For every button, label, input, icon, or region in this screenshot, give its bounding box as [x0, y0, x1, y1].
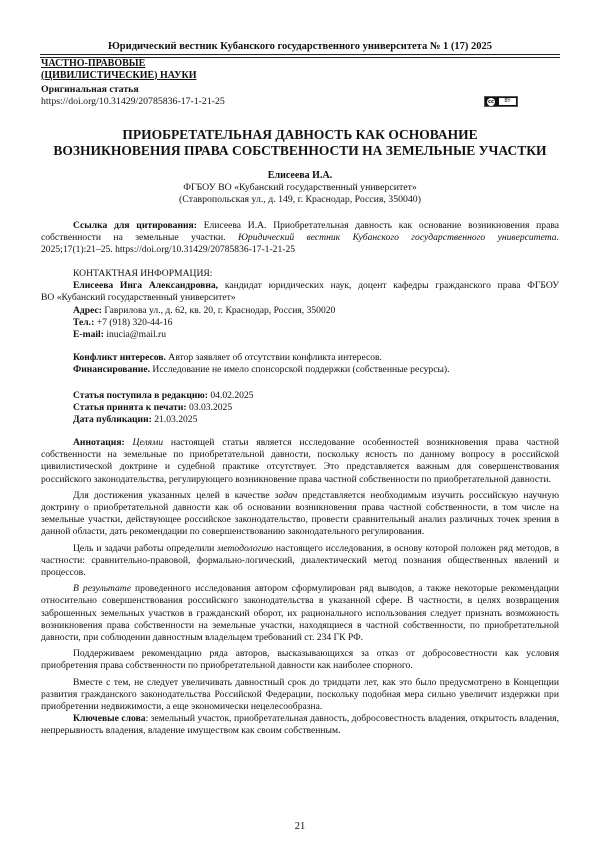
page-number: 21	[294, 821, 306, 832]
affiliation-line: ФГБОУ ВО «Кубанский государственный университет»	[183, 182, 417, 193]
abstract-paragraph	[41, 583, 559, 644]
keywords-paragraph	[41, 713, 559, 737]
published-line	[73, 414, 254, 426]
abstract-block	[41, 437, 559, 738]
published-date: 21.03.2025	[154, 414, 198, 426]
cc-by-license-icon[interactable]	[484, 96, 518, 107]
accepted-label: Статья принята к печати:	[73, 402, 187, 414]
article-type: Оригинальная статья	[41, 84, 139, 95]
abstract-text: Для достижения указанных целей в качестве	[73, 489, 270, 501]
affiliation-line: (Ставропольская ул., д. 149, г. Краснодар, Россия, 350040)	[179, 194, 421, 205]
section-heading-line2: (ЦИВИЛИСТИЧЕСКИЕ) НАУКИ	[41, 69, 197, 81]
accepted-date: 03.03.2025	[188, 402, 233, 414]
keywords-label: Ключевые слова	[73, 713, 146, 725]
email-label: E-mail:	[73, 329, 104, 341]
contact-email	[41, 329, 559, 341]
dates-block	[73, 390, 254, 427]
citation-line	[41, 220, 559, 232]
contact-phone	[41, 317, 559, 329]
section-heading	[41, 58, 196, 81]
affiliation	[60, 182, 540, 206]
citation-block	[41, 220, 559, 257]
cc-icon: cc	[488, 99, 494, 105]
citation-text: собственности на земельные участки.	[41, 232, 226, 244]
abstract-paragraph	[41, 543, 559, 580]
received-date: 04.02.2025	[210, 390, 254, 401]
abstract-text: Цель и задачи работы определили	[73, 542, 215, 554]
conflict-text: Автор заявляет об отсутствии конфликта интересов.	[168, 352, 382, 363]
citation-line	[41, 232, 559, 244]
phone-label: Тел.:	[73, 316, 95, 328]
keywords-text: : земельный участок, приобретательная давность, добросовестность владения, открытость владения, непрерывность владения, владение имуществом как своим собственным.	[41, 713, 559, 737]
received-label: Статья поступила в редакцию:	[73, 390, 208, 401]
header-rule	[40, 54, 560, 55]
abstract-paragraph: Вместе с тем, не следует увеличивать давностный срок до тридцати лет, как это было предусмотрено в Концепции развития гражданского законодательства Российской Федерации, поскольку подобная мера сильно увеличит издержки при приобретении недвижимости, а еще экономически нецелесообразна.	[41, 676, 559, 713]
journal-header: Юридический вестник Кубанского государственного университета № 1 (17) 2025	[107, 41, 492, 52]
citation-journal: Юридический вестник Кубанского государственного университета.	[238, 232, 559, 244]
abstract-paragraph	[41, 437, 559, 486]
contact-position: кандидат юридических наук, доцент кафедры гражданского права ФГБОУ	[224, 280, 560, 292]
funding-label: Финансирование.	[73, 364, 150, 376]
abstract-emphasis: В результате	[73, 583, 131, 595]
phone-value: +7 (918) 320-44-16	[96, 316, 173, 328]
funding-line	[73, 364, 450, 376]
published-label: Дата публикации:	[73, 414, 152, 426]
address-label: Адрес:	[73, 304, 102, 316]
declarations-block	[73, 352, 450, 376]
abstract-label: Аннотация:	[73, 437, 125, 448]
abstract-text: проведенного исследования автором сформулирован ряд выводов, а также некоторые рекомендации относительно совершенствования российского законодательства в указанной сфере. В частности, в целях возвращения заброшенных земельных участков в гражданский оборот, их рационального использования следует признать возможность возникновения права собственности на земельные участки, находящиеся в частной собственности, по приобретательной давности, при соблюдении давностным владельцем требований ст. 234 ГК РФ.	[41, 583, 560, 644]
citation-label: Ссылка для цитирования:	[73, 220, 197, 231]
by-icon: BY	[499, 98, 516, 105]
abstract-text: представляется необходимым изучить российскую научную доктрину о приобретательной давности как об основании возникновения права частной собственности, в том числе на земельные участки, действующее российское законодательство, провести сравнительный анализ различных точек зрения в данной области, дать рекомендации по совершенствованию законодательного регулирования.	[41, 489, 559, 538]
abstract-emphasis: Целями	[132, 437, 164, 448]
accepted-line	[73, 402, 254, 414]
received-line	[73, 390, 254, 402]
author-name: Елисеева И.А.	[267, 170, 333, 181]
title-line: ВОЗНИКНОВЕНИЯ ПРАВА СОБСТВЕННОСТИ НА ЗЕМЕЛЬНЫЕ УЧАСТКИ	[53, 142, 547, 158]
email-value[interactable]: inucia@mail.ru	[106, 329, 167, 341]
contact-heading: КОНТАКТНАЯ ИНФОРМАЦИЯ:	[73, 268, 213, 279]
contact-line	[41, 280, 559, 292]
conflict-label: Конфликт интересов.	[73, 352, 166, 363]
article-title	[30, 127, 570, 158]
abstract-paragraph: Поддерживаем рекомендацию ряда авторов, высказывающихся за отказ от добросовестности как условия приобретения права собственности по приобретательной давности как наиболее спорного.	[41, 648, 559, 672]
abstract-emphasis: методологию	[217, 542, 273, 554]
doi-link[interactable]: https://doi.org/10.31429/20785836-17-1-21-25	[41, 96, 225, 107]
abstract-emphasis: задач	[274, 489, 298, 501]
contact-address	[41, 305, 559, 317]
abstract-paragraph	[41, 490, 559, 539]
contact-name: Елисеева Инга Александровна,	[73, 280, 219, 292]
citation-text: Елисеева И.А. Приобретательная давность как основание возникновения права	[203, 220, 560, 231]
conflict-line	[73, 352, 450, 364]
funding-text: Исследование не имело спонсорской поддержки (собственные ресурсы).	[152, 364, 450, 376]
section-heading-line1: ЧАСТНО-ПРАВОВЫЕ	[41, 58, 146, 69]
abstract-text: настоящего исследования, в основу которой положен ряд методов, в частности: сравнительно-правовой, формально-логический, диалектический метод познания общественных явлений и процессов.	[41, 542, 559, 579]
address-value: Гаврилова ул., д. 62, кв. 20, г. Краснодар, Россия, 350020	[104, 304, 336, 316]
contact-position: ВО «Кубанский государственный университет»	[41, 292, 236, 304]
citation-doi[interactable]: 2025;17(1):21–25. https://doi.org/10.31429/20785836-17-1-21-25	[41, 244, 296, 256]
contact-block	[41, 268, 559, 341]
abstract-text: настоящей статьи является исследование особенностей возникновения права частной собственности на земельные по приобретательной давности, поскольку ясность по данному вопросу в российской цивилистической доктрине и судебной практике отсутствует. Это представляется важным для совершенствования российского законодательства, регулирующего возникновение права частной собственности по приобретательной давности.	[41, 437, 560, 485]
title-line: ПРИОБРЕТАТЕЛЬНАЯ ДАВНОСТЬ КАК ОСНОВАНИЕ	[122, 127, 478, 142]
